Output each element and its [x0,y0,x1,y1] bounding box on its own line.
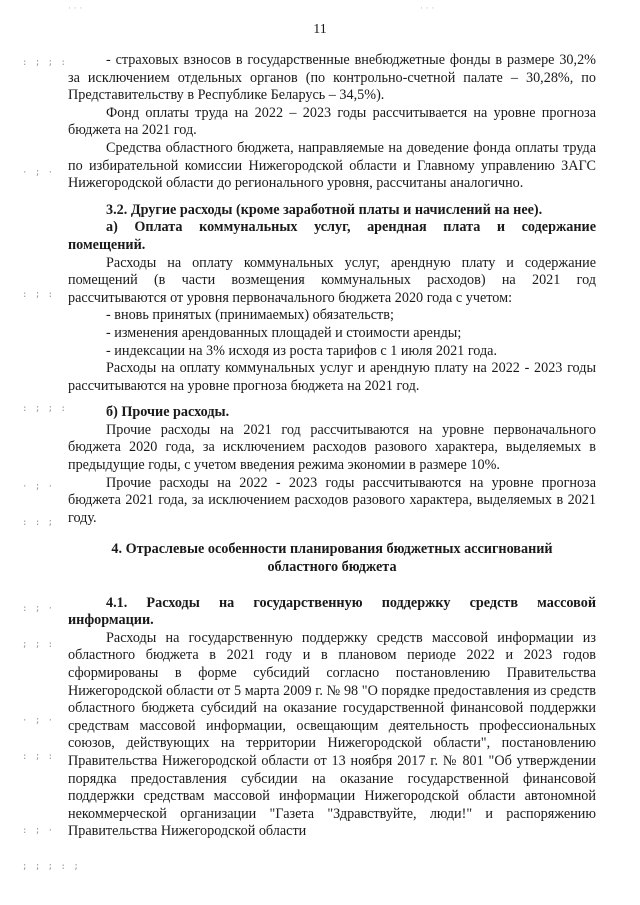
scan-artifact: : ; : [22,290,55,300]
heading-4-1: 4.1. Расходы на государственную поддержку средств массовой информации. [68,594,596,629]
scan-artifact: : ; · [22,826,55,836]
scan-artifact: · · · [420,4,435,14]
scan-artifact: : ; : [22,752,55,762]
paragraph-other-expenses-forecast: Прочие расходы на 2022 - 2023 годы рассчитываются на уровне прогноза бюджета 2021 года, за исключением расходов разового характера, выделяемых в 2021 году. [68,474,596,526]
paragraph-utilities: Расходы на оплату коммунальных услуг, арендную плату и содержание помещений (в части возмещения коммунальных расходов) на 2021 год рассчитываются от уровня первоначального бюджета 2020 года с учетом: [68,254,596,306]
list-item: - индексации на 3% исходя из роста тарифов с 1 июля 2021 года. [106,342,498,359]
heading-3-2-a: а) Оплата коммунальных услуг, арендная плата и содержание помещений. [68,219,596,253]
document-body [68,52,596,841]
page-number: 11 [313,22,327,37]
scan-artifact: · ; · [22,168,55,178]
scan-artifact: : ; ; : [22,404,67,414]
heading-3-2: 3.2. Другие расходы (кроме заработной платы и начислений на нее). [106,201,543,218]
scan-artifact: : ; ; : [22,58,67,68]
scan-artifact: · ; · [22,482,55,492]
list-item: - вновь принятых (принимаемых) обязательств; [106,307,394,324]
scan-artifact: · ; · [22,716,55,726]
paragraph-wage-fund: Фонд оплаты труда на 2022 – 2023 годы рассчитывается на уровне прогноза бюджета на 2021 год. [68,104,596,139]
paragraph-regional-funds: Средства областного бюджета, направляемые на доведение фонда оплаты труда по избирательной комиссии Нижегородской области и Главному управлению ЗАГС Нижегородской области до регионального уровня, рассчитаны аналогично. [68,139,596,192]
scan-artifact: : : ; [22,518,55,528]
scan-artifact: · · · [68,4,83,14]
scan-artifact: ; ; : [22,640,55,650]
paragraph-insurance-contributions: - страховых взносов в государственные внебюджетные фонды в размере 30,2% за исключением отдельных органов (по контрольно-счетной палате – 30,28%, по Представительству в Республике Беларусь – 34,5%). [68,52,596,104]
scan-artifact: : ; · [22,604,55,614]
paragraph-other-expenses: Прочие расходы на 2021 год рассчитываются на уровне первоначального бюджета 2020 года, за исключением расходов разового характера, выделяемых в предыдущие годы, с учетом введения режима экономии в размере 10%. [68,421,596,474]
scan-artifact: ; ; ; : ; [22,862,80,872]
paragraph-utilities-forecast: Расходы на оплату коммунальных услуг и арендную плату на 2022 - 2023 годы рассчитываются на уровне прогноза бюджета на 2021 год. [68,360,596,394]
heading-section-4: 4. Отраслевые особенности планирования бюджетных ассигнований областного бюджета [111,541,553,576]
list-item: - изменения арендованных площадей и стоимости аренды; [106,324,462,341]
paragraph-media-support: Расходы на государственную поддержку средств массовой информации из областного бюджета в 2021 году и в плановом периоде 2022 и 2023 годов сформированы в форме субсидий согласно постановлению Правительства Нижегородской области от 5 марта 2009 г. № 98 "О порядке предоставления из средств областного бюджета субсидий на оказание государственной финансовой поддержки средствам массовой информации, освещающим деятельность профессиональных союзов, действующих на территории Нижегородской области", постановлению Правительства Нижегородской области от 13 ноября 2017 г. № 801 "Об утверждении порядка предоставления субсидии на оказание государственной финансовой поддержки средствам массовой информации Нижегородской области автономной некоммерческой организации "Газета "Здравствуйте, люди!" и распоряжению Правительства Нижегородской области [68,629,596,840]
heading-3-2-b: б) Прочие расходы. [106,404,230,421]
